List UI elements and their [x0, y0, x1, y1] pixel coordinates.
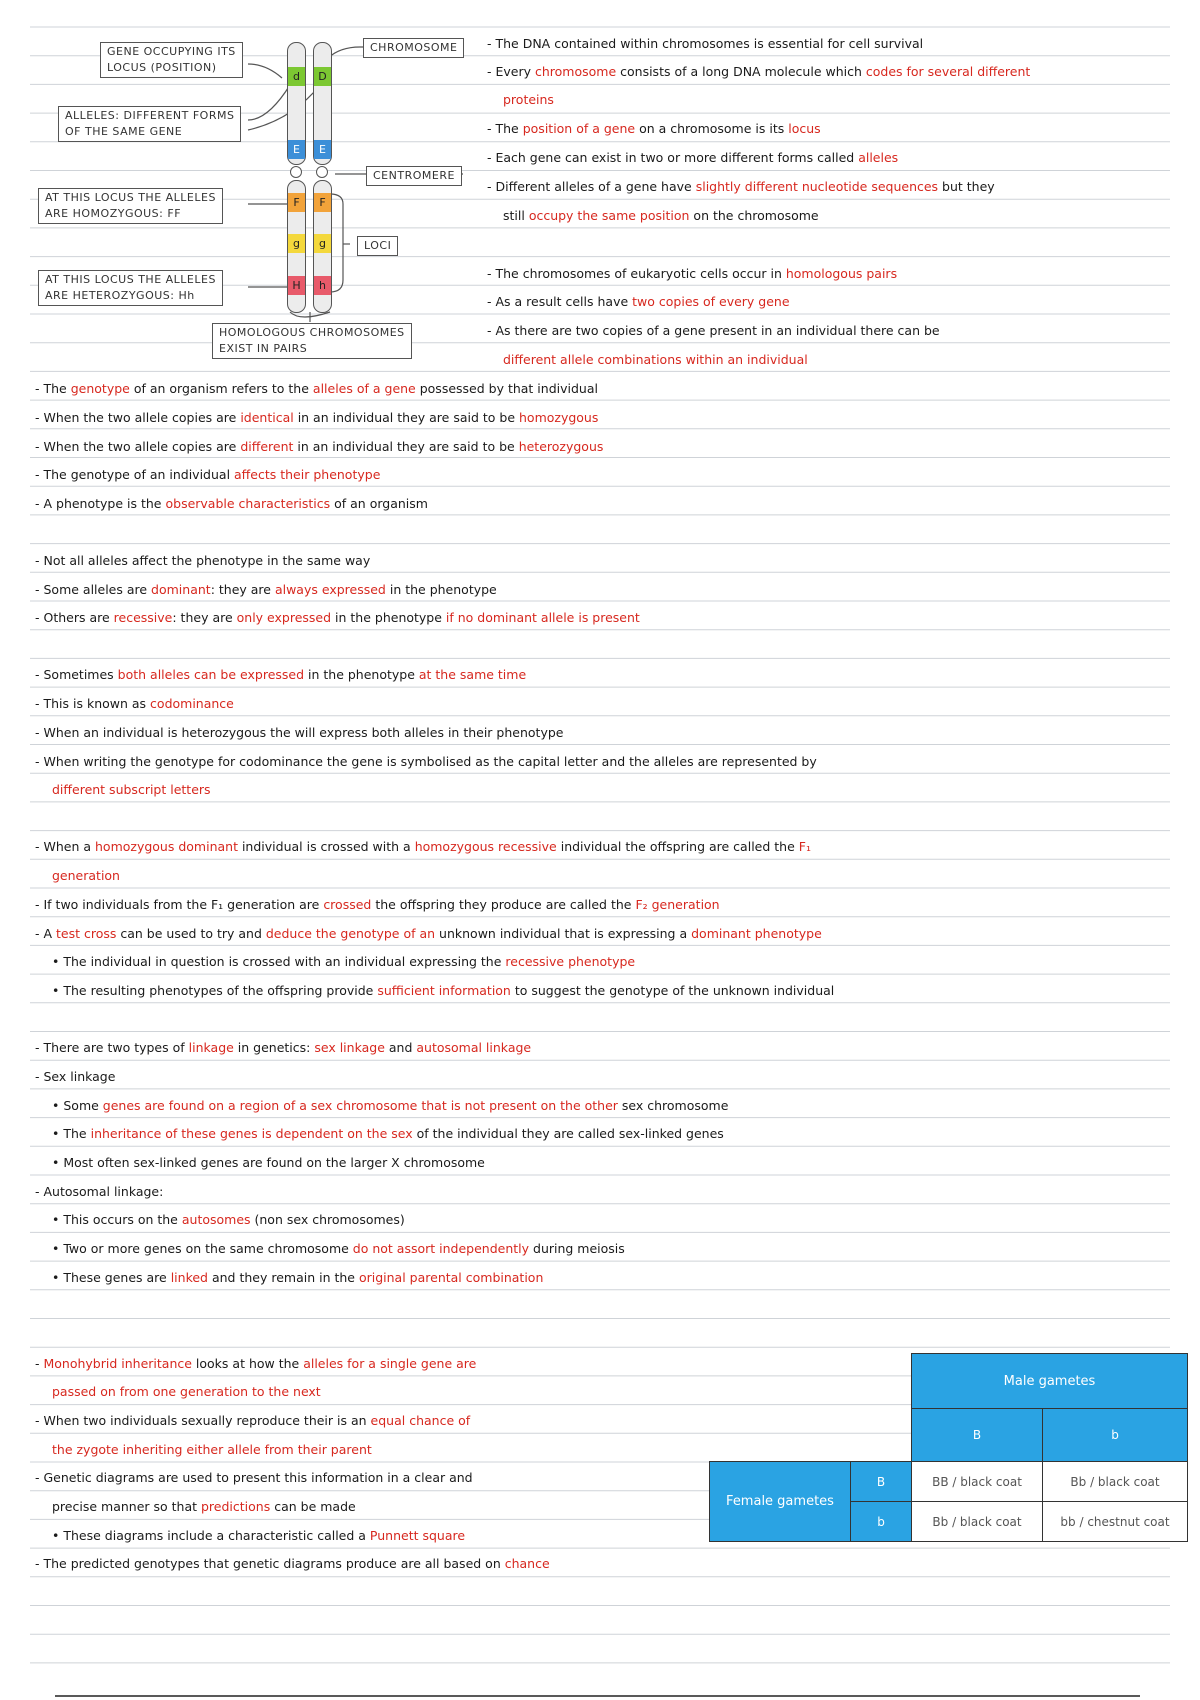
note-text — [35, 926, 822, 941]
note-text — [35, 439, 603, 454]
note-fragment: The genotype of an individual — [43, 467, 235, 482]
note-fragment: Sometimes — [43, 667, 118, 682]
note-fragment: of the individual they are called sex-linked genes — [412, 1126, 724, 1141]
note-fragment: • — [52, 1155, 64, 1170]
centromere-right — [316, 166, 328, 178]
highlighted-term: homozygous recessive — [414, 839, 557, 854]
note-fragment: - — [35, 1040, 44, 1055]
note-fragment: - — [35, 582, 44, 597]
note-fragment: A phenotype is the — [43, 496, 166, 511]
homozygous-label-line1: AT THIS LOCUS THE ALLELES — [45, 191, 216, 204]
note-text — [35, 1470, 473, 1485]
note-fragment: • — [52, 1212, 64, 1227]
note-fragment: during meiosis — [529, 1241, 625, 1256]
note-text — [52, 1241, 625, 1256]
note-fragment: - — [35, 439, 44, 454]
note-fragment: • — [52, 1126, 64, 1141]
note-fragment: The — [495, 121, 523, 136]
note-fragment: : they are — [210, 582, 275, 597]
note-fragment: sex chromosome — [617, 1098, 729, 1113]
highlighted-term: homozygous — [519, 410, 599, 425]
highlighted-term: slightly different nucleotide sequences — [695, 179, 939, 194]
highlighted-term: observable characteristics — [165, 496, 331, 511]
note-fragment: and they remain in the — [208, 1270, 359, 1285]
note-fragment: Some alleles are — [43, 582, 152, 597]
note-text — [35, 381, 598, 396]
highlighted-term: heterozygous — [518, 439, 604, 454]
highlighted-term: inheritance of these genes is dependent on the sex — [90, 1126, 413, 1141]
band-right-4: g — [314, 234, 331, 253]
note-fragment: but they — [938, 179, 995, 194]
note-fragment: Each gene can exist in two or more different forms called — [495, 150, 859, 165]
note-text — [487, 121, 821, 136]
highlighted-term: locus — [788, 121, 821, 136]
note-text — [35, 410, 598, 425]
note-fragment: A — [43, 926, 57, 941]
chromosome-left-upper — [287, 42, 306, 165]
loci-label: LOCI — [357, 236, 398, 256]
highlighted-term: codes for several different — [865, 64, 1031, 79]
note-fragment: The — [63, 1126, 91, 1141]
note-fragment: The chromosomes of eukaryotic cells occur in — [495, 266, 786, 281]
note-text — [35, 1069, 115, 1084]
female-gametes-header: Female gametes — [710, 1462, 851, 1542]
note-fragment: The — [43, 381, 71, 396]
male-gametes-header: Male gametes — [912, 1354, 1188, 1409]
note-text — [35, 1556, 550, 1571]
note-text — [52, 1384, 321, 1399]
note-fragment: When an individual is heterozygous the will express both alleles in their phenotype — [43, 725, 564, 740]
chromosome-left-lower — [287, 180, 306, 313]
highlighted-term: equal chance of — [370, 1413, 471, 1428]
highlighted-term: dominant — [151, 582, 211, 597]
note-fragment: in an individual they are said to be — [293, 439, 519, 454]
note-text — [35, 582, 497, 597]
highlighted-term: affects their phenotype — [234, 467, 381, 482]
note-fragment: - — [35, 754, 44, 769]
note-fragment: the offspring they produce are called the — [371, 897, 636, 912]
highlighted-term: different allele combinations within an individual — [503, 352, 808, 367]
note-text — [35, 467, 380, 482]
highlighted-term: recessive phenotype — [505, 954, 636, 969]
homozygous-label — [38, 188, 223, 224]
heterozygous-label-line2: ARE HETEROZYGOUS: Hh — [45, 289, 195, 302]
note-fragment: - — [487, 121, 496, 136]
highlighted-term: homologous pairs — [785, 266, 898, 281]
note-text — [35, 553, 370, 568]
highlighted-term: recessive — [113, 610, 173, 625]
note-fragment: on a chromosome is its — [635, 121, 789, 136]
note-text — [35, 610, 640, 625]
highlighted-term: codominance — [150, 696, 234, 711]
note-fragment: - — [487, 64, 496, 79]
note-text — [35, 1040, 531, 1055]
note-fragment: individual is crossed with a — [237, 839, 415, 854]
highlighted-term: both alleles can be expressed — [117, 667, 305, 682]
gene-locus-label-line2: LOCUS (POSITION) — [107, 61, 217, 74]
note-fragment: Not all alleles affect the phenotype in the same way — [43, 553, 371, 568]
homologous-label — [212, 323, 412, 359]
note-fragment: Others are — [43, 610, 114, 625]
note-fragment: - — [487, 179, 496, 194]
highlighted-term: autosomal linkage — [416, 1040, 532, 1055]
highlighted-term: predictions — [201, 1499, 271, 1514]
note-fragment: This occurs on the — [63, 1212, 182, 1227]
note-fragment: unknown individual that is expressing a — [435, 926, 692, 941]
note-text — [52, 983, 834, 998]
punnett-cell: Bb / black coat — [1043, 1462, 1188, 1502]
note-fragment: Two or more genes on the same chromosome — [63, 1241, 353, 1256]
punnett-cell: Bb / black coat — [912, 1502, 1043, 1542]
female-allele-1: B — [851, 1462, 912, 1502]
note-text — [487, 266, 897, 281]
highlighted-term: genes are found on a region of a sex chromosome that is not present on the other — [102, 1098, 618, 1113]
note-fragment: in an individual they are said to be — [293, 410, 519, 425]
highlighted-term: genotype — [70, 381, 130, 396]
note-fragment: - — [487, 294, 496, 309]
female-allele-2: b — [851, 1502, 912, 1542]
highlighted-term: chromosome — [534, 64, 617, 79]
note-fragment: As a result cells have — [495, 294, 633, 309]
note-fragment: The predicted genotypes that genetic diagrams produce are all based on — [43, 1556, 505, 1571]
highlighted-term: chance — [504, 1556, 550, 1571]
note-fragment: - — [35, 610, 44, 625]
highlighted-term: F₁ — [798, 839, 811, 854]
note-text — [487, 179, 995, 194]
note-fragment: - — [487, 36, 496, 51]
note-fragment: - — [35, 1356, 44, 1371]
highlighted-term: Punnett square — [369, 1528, 466, 1543]
highlighted-term: crossed — [323, 897, 372, 912]
note-text — [35, 754, 817, 769]
note-fragment: These diagrams include a characteristic called a — [63, 1528, 370, 1543]
note-fragment: - — [35, 467, 44, 482]
highlighted-term: alleles for a single gene are — [303, 1356, 477, 1371]
note-fragment: Genetic diagrams are used to present this information in a clear and — [43, 1470, 473, 1485]
note-text — [35, 1413, 470, 1428]
note-text — [35, 897, 720, 912]
note-fragment: - — [35, 1184, 44, 1199]
band-right-3: F — [314, 193, 331, 212]
note-fragment: Autosomal linkage: — [43, 1184, 164, 1199]
note-fragment: possessed by that individual — [415, 381, 598, 396]
highlighted-term: identical — [240, 410, 294, 425]
note-fragment: can be used to try and — [116, 926, 266, 941]
note-fragment: • — [52, 1241, 64, 1256]
note-fragment: and — [384, 1040, 417, 1055]
highlighted-term: only expressed — [236, 610, 332, 625]
note-fragment: in the phenotype — [331, 610, 446, 625]
note-text — [35, 839, 811, 854]
note-fragment: of an organism — [330, 496, 428, 511]
highlighted-term: autosomes — [181, 1212, 251, 1227]
note-fragment: precise manner so that — [52, 1499, 201, 1514]
note-fragment: - — [35, 410, 44, 425]
band-left-4: g — [288, 234, 305, 253]
note-fragment: - — [35, 897, 44, 912]
note-text — [487, 36, 923, 51]
note-fragment: • — [52, 1528, 64, 1543]
gene-locus-label — [100, 42, 243, 78]
punnett-cell: bb / chestnut coat — [1043, 1502, 1188, 1542]
note-text — [52, 954, 635, 969]
note-fragment: on the chromosome — [689, 208, 819, 223]
note-fragment: - — [487, 323, 496, 338]
highlighted-term: do not assort independently — [352, 1241, 530, 1256]
note-fragment: There are two types of — [43, 1040, 189, 1055]
note-fragment: - — [487, 150, 496, 165]
highlighted-term: different subscript letters — [52, 782, 211, 797]
heterozygous-label-line1: AT THIS LOCUS THE ALLELES — [45, 273, 216, 286]
note-fragment: - — [35, 1413, 44, 1428]
note-fragment: : they are — [172, 610, 237, 625]
gene-locus-label-line1: GENE OCCUPYING ITS — [107, 45, 236, 58]
centromere-label: CENTROMERE — [366, 166, 462, 186]
note-text — [35, 496, 428, 511]
note-fragment: of an organism refers to the — [129, 381, 313, 396]
highlighted-term: Monohybrid inheritance — [43, 1356, 192, 1371]
band-right-1: D — [314, 67, 331, 86]
highlighted-term: occupy the same position — [528, 208, 690, 223]
highlighted-term: at the same time — [418, 667, 527, 682]
note-fragment: When the two allele copies are — [43, 410, 241, 425]
note-fragment: This is known as — [43, 696, 151, 711]
note-text — [52, 1098, 728, 1113]
chromosome-label: CHROMOSOME — [363, 38, 464, 58]
note-text — [52, 868, 120, 883]
note-fragment: looks at how the — [191, 1356, 304, 1371]
note-fragment: As there are two copies of a gene present in an individual there can be — [495, 323, 940, 338]
punnett-empty-corner — [710, 1354, 912, 1409]
band-left-3: F — [288, 193, 305, 212]
note-fragment: - — [35, 381, 44, 396]
chromosome-right-upper — [313, 42, 332, 165]
note-fragment: When the two allele copies are — [43, 439, 241, 454]
note-fragment: in the phenotype — [304, 667, 419, 682]
note-fragment: (non sex chromosomes) — [250, 1212, 405, 1227]
note-text — [52, 1442, 372, 1457]
highlighted-term: original parental combination — [358, 1270, 544, 1285]
highlighted-term: different — [240, 439, 294, 454]
note-fragment: • — [52, 983, 64, 998]
note-fragment: to suggest the genotype of the unknown individual — [510, 983, 835, 998]
note-text — [35, 1356, 476, 1371]
note-fragment: The resulting phenotypes of the offspring provide — [63, 983, 378, 998]
alleles-label — [58, 106, 241, 142]
note-fragment: Different alleles of a gene have — [495, 179, 696, 194]
note-fragment: - — [35, 725, 44, 740]
note-fragment: When writing the genotype for codominance the gene is symbolised as the capital letter and the alleles are represented by — [43, 754, 817, 769]
note-fragment: Every — [495, 64, 535, 79]
note-fragment: consists of a long DNA molecule which — [616, 64, 866, 79]
note-fragment: If two individuals from the F₁ generation are — [43, 897, 324, 912]
note-text — [487, 294, 790, 309]
centromere-left — [290, 166, 302, 178]
note-fragment: - — [35, 696, 44, 711]
chromosome-right-lower — [313, 180, 332, 313]
note-text — [35, 725, 563, 740]
note-text — [52, 1155, 485, 1170]
heterozygous-label — [38, 270, 223, 306]
note-text — [52, 1528, 465, 1543]
note-fragment: - — [35, 839, 44, 854]
note-fragment: - — [35, 1470, 44, 1485]
band-left-2: E — [288, 140, 305, 159]
highlighted-term: homozygous dominant — [95, 839, 238, 854]
highlighted-term: generation — [52, 868, 120, 883]
highlighted-term: position of a gene — [522, 121, 636, 136]
note-text — [487, 150, 898, 165]
note-text — [487, 64, 1030, 79]
highlighted-term: alleles of a gene — [312, 381, 416, 396]
note-text — [503, 92, 554, 107]
note-fragment: still — [503, 208, 529, 223]
note-fragment: - — [35, 926, 44, 941]
note-fragment: - — [487, 266, 496, 281]
note-text — [35, 667, 526, 682]
punnett-square — [709, 1353, 1188, 1542]
note-text — [52, 1270, 543, 1285]
note-fragment: Sex linkage — [43, 1069, 116, 1084]
note-text — [52, 1126, 724, 1141]
note-fragment: Some — [63, 1098, 103, 1113]
note-fragment: - — [35, 496, 44, 511]
highlighted-term: sex linkage — [314, 1040, 385, 1055]
note-text — [35, 1184, 163, 1199]
highlighted-term: alleles — [858, 150, 899, 165]
note-text — [503, 352, 808, 367]
male-allele-2: b — [1043, 1409, 1188, 1462]
note-fragment: • — [52, 954, 64, 969]
note-text — [52, 782, 211, 797]
note-text — [52, 1499, 356, 1514]
homologous-label-line1: HOMOLOGOUS CHROMOSOMES — [219, 326, 405, 339]
punnett-empty-corner-2 — [710, 1409, 912, 1462]
note-fragment: When a — [43, 839, 95, 854]
note-fragment: The individual in question is crossed with an individual expressing the — [63, 954, 506, 969]
note-text — [503, 208, 819, 223]
band-left-1: d — [288, 67, 305, 86]
note-text — [487, 323, 940, 338]
highlighted-term: dominant phenotype — [691, 926, 822, 941]
highlighted-term: passed on from one generation to the next — [52, 1384, 321, 1399]
homologous-label-line2: EXIST IN PAIRS — [219, 342, 308, 355]
band-right-5: h — [314, 276, 331, 295]
male-allele-1: B — [912, 1409, 1043, 1462]
note-fragment: in genetics: — [233, 1040, 315, 1055]
highlighted-term: the zygote inheriting either allele from their parent — [52, 1442, 372, 1457]
note-fragment: • — [52, 1270, 64, 1285]
alleles-label-line1: ALLELES: DIFFERENT FORMS — [65, 109, 235, 122]
note-fragment: When two individuals sexually reproduce their is an — [43, 1413, 371, 1428]
note-fragment: - — [35, 1556, 44, 1571]
note-fragment: The DNA contained within chromosomes is essential for cell survival — [495, 36, 924, 51]
highlighted-term: test cross — [56, 926, 117, 941]
highlighted-term: proteins — [503, 92, 554, 107]
homozygous-label-line2: ARE HOMOZYGOUS: FF — [45, 207, 182, 220]
highlighted-term: linked — [170, 1270, 208, 1285]
note-fragment: - — [35, 553, 44, 568]
band-left-5: H — [288, 276, 305, 295]
note-fragment: - — [35, 1069, 44, 1084]
note-text — [52, 1212, 405, 1227]
note-text — [35, 696, 234, 711]
note-fragment: These genes are — [63, 1270, 171, 1285]
note-fragment: - — [35, 667, 44, 682]
highlighted-term: F₂ generation — [635, 897, 720, 912]
alleles-label-line2: OF THE SAME GENE — [65, 125, 183, 138]
note-fragment: Most often sex-linked genes are found on the larger X chromosome — [63, 1155, 485, 1170]
punnett-cell: BB / black coat — [912, 1462, 1043, 1502]
highlighted-term: deduce the genotype of an — [265, 926, 436, 941]
highlighted-term: linkage — [188, 1040, 234, 1055]
highlighted-term: two copies of every gene — [632, 294, 790, 309]
note-fragment: • — [52, 1098, 64, 1113]
band-right-2: E — [314, 140, 331, 159]
note-fragment: can be made — [270, 1499, 356, 1514]
highlighted-term: always expressed — [274, 582, 386, 597]
note-fragment: individual the offspring are called the — [556, 839, 799, 854]
highlighted-term: if no dominant allele is present — [445, 610, 640, 625]
highlighted-term: sufficient information — [377, 983, 511, 998]
note-fragment: in the phenotype — [385, 582, 497, 597]
